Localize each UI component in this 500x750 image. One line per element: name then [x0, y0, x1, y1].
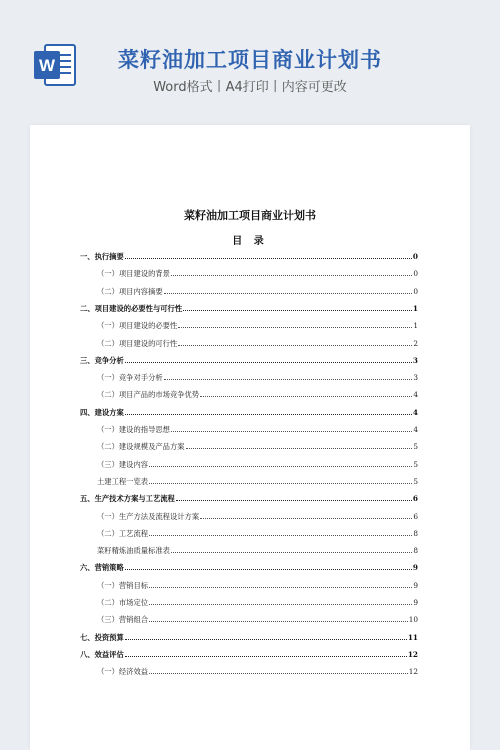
toc-page-number: 6	[413, 511, 418, 521]
toc-page-number: 6	[412, 494, 418, 504]
toc-page-number: 4	[413, 425, 418, 434]
toc-page-number: 0	[412, 252, 418, 261]
toc-entry	[97, 425, 418, 435]
toc-heading: 目 录	[232, 236, 268, 247]
toc-entry	[97, 287, 418, 297]
header	[0, 0, 500, 118]
toc-page-number: 3	[413, 373, 418, 383]
toc-entry-title: 八、效益评估	[80, 649, 124, 659]
toc-dot-leader	[200, 517, 412, 519]
toc-chapter-entry	[80, 563, 418, 573]
toc-entry-title: （二）项目建设的可行性	[97, 338, 178, 348]
toc-dot-leader	[164, 292, 413, 294]
toc-entry-title: 六、营销策略	[80, 563, 124, 573]
toc-dot-leader	[125, 257, 412, 259]
toc-chapter-entry	[80, 494, 418, 504]
toc-dot-leader	[178, 326, 412, 328]
word-icon-letter: W	[38, 56, 56, 75]
toc-entry	[97, 615, 418, 625]
toc-chapter-entry	[80, 650, 418, 660]
toc-entry	[97, 321, 418, 331]
toc-entry-title: （一）竞争对手分析	[97, 373, 163, 383]
toc-dot-leader	[171, 274, 412, 276]
toc-page-number: 9	[413, 580, 418, 590]
toc-entry	[97, 269, 418, 279]
toc-entry-title: （一）项目建设的背景	[97, 269, 170, 279]
toc-page-number: 9	[413, 598, 418, 607]
toc-entry	[97, 512, 418, 522]
toc-entry	[97, 442, 418, 452]
toc-chapter-entry	[80, 408, 418, 418]
toc-entry	[97, 339, 418, 349]
toc-page-number: 11	[407, 632, 418, 642]
toc-entry	[97, 529, 418, 539]
toc-entry-title: 三、竞争分析	[80, 355, 124, 365]
toc-entry-title: 一、执行摘要	[80, 252, 124, 261]
toc-dot-leader	[125, 568, 412, 570]
toc-entry-title: （一）营销目标	[97, 580, 149, 590]
toc-dot-leader	[200, 395, 412, 397]
toc-page-number: 0	[413, 286, 418, 296]
toc-entry-title: （三）营销组合	[97, 615, 149, 625]
toc-entry-title: （二）建设规模及产品方案	[97, 442, 185, 452]
toc-dot-leader	[178, 344, 412, 346]
toc-dot-leader	[171, 551, 412, 553]
toc-entry	[97, 460, 418, 470]
toc-dot-leader	[149, 465, 412, 467]
toc-entry-title: （一）生产方法及流程设计方案	[97, 511, 200, 521]
document-page	[30, 125, 470, 750]
toc-chapter-entry	[80, 252, 418, 262]
toc-entry	[97, 546, 418, 556]
toc-entry-title: 土建工程一览表	[97, 476, 149, 486]
page-title: 菜籽油加工项目商业计划书	[118, 48, 382, 72]
toc-page-number: 10	[408, 615, 418, 625]
toc-dot-leader	[186, 447, 413, 449]
toc-dot-leader	[125, 413, 412, 415]
toc-entry-title: （一）项目建设的必要性	[97, 321, 178, 331]
page-subtitle: Word格式丨A4打印丨内容可更改	[153, 80, 347, 95]
toc-entry-title: 四、建设方案	[80, 407, 124, 417]
toc-entry-title: 二、项目建设的必要性与可行性	[80, 303, 183, 313]
toc-page-number: 8	[413, 546, 418, 556]
toc-dot-leader	[125, 361, 412, 363]
toc-dot-leader	[125, 638, 407, 640]
document-title: 菜籽油加工项目商业计划书	[184, 209, 316, 222]
toc-page-number: 0	[413, 269, 418, 279]
toc-dot-leader	[149, 672, 408, 674]
toc-page-number: 1	[412, 303, 418, 313]
toc-page-number: 8	[413, 528, 418, 538]
toc-entry-title: （一）经济效益	[97, 667, 149, 677]
toc-entry-title: （二）工艺流程	[97, 528, 149, 538]
toc-dot-leader	[176, 499, 412, 501]
toc-entry-title: （三）建设内容	[97, 459, 149, 469]
toc-page-number: 5	[413, 442, 418, 452]
toc-chapter-entry	[80, 633, 418, 643]
toc-dot-leader	[171, 430, 412, 432]
toc-page-number: 4	[412, 407, 418, 417]
toc-entry-title: （二）市场定位	[97, 598, 149, 607]
toc-entry-title: 菜籽精炼油质量标准表	[97, 546, 170, 556]
toc-entry-title: 五、生产技术方案与工艺流程	[80, 494, 175, 504]
toc-entry-title: （二）项目内容摘要	[97, 286, 163, 296]
toc-dot-leader	[149, 534, 412, 536]
toc-entry	[97, 581, 418, 591]
toc-dot-leader	[164, 378, 413, 380]
toc-page-number: 5	[413, 476, 418, 486]
toc-dot-leader	[149, 482, 412, 484]
toc-page-number: 2	[413, 338, 418, 348]
toc-dot-leader	[125, 655, 407, 657]
toc-entry-title: （一）建设的指导思想	[97, 425, 170, 434]
toc-dot-leader	[149, 603, 412, 605]
toc-chapter-entry	[80, 304, 418, 314]
toc-page-number: 4	[413, 390, 418, 400]
toc-dot-leader	[183, 309, 412, 311]
toc-chapter-entry	[80, 356, 418, 366]
toc-entry	[97, 598, 418, 608]
toc-entry	[97, 667, 418, 677]
toc-entry	[97, 373, 418, 383]
toc-page-number: 3	[412, 355, 418, 365]
toc-dot-leader	[149, 586, 412, 588]
toc-dot-leader	[149, 620, 408, 622]
toc-page-number: 5	[413, 459, 418, 469]
toc-entry	[97, 477, 418, 487]
toc-page-number: 12	[407, 649, 418, 659]
toc-entry-title: 七、投资预算	[80, 632, 124, 642]
toc-entry	[97, 390, 418, 400]
toc-entry-title: （二）项目产品的市场竞争优势	[97, 390, 200, 400]
toc-page-number: 9	[412, 563, 418, 573]
toc-page-number: 1	[413, 321, 418, 331]
toc-page-number: 12	[408, 667, 418, 677]
